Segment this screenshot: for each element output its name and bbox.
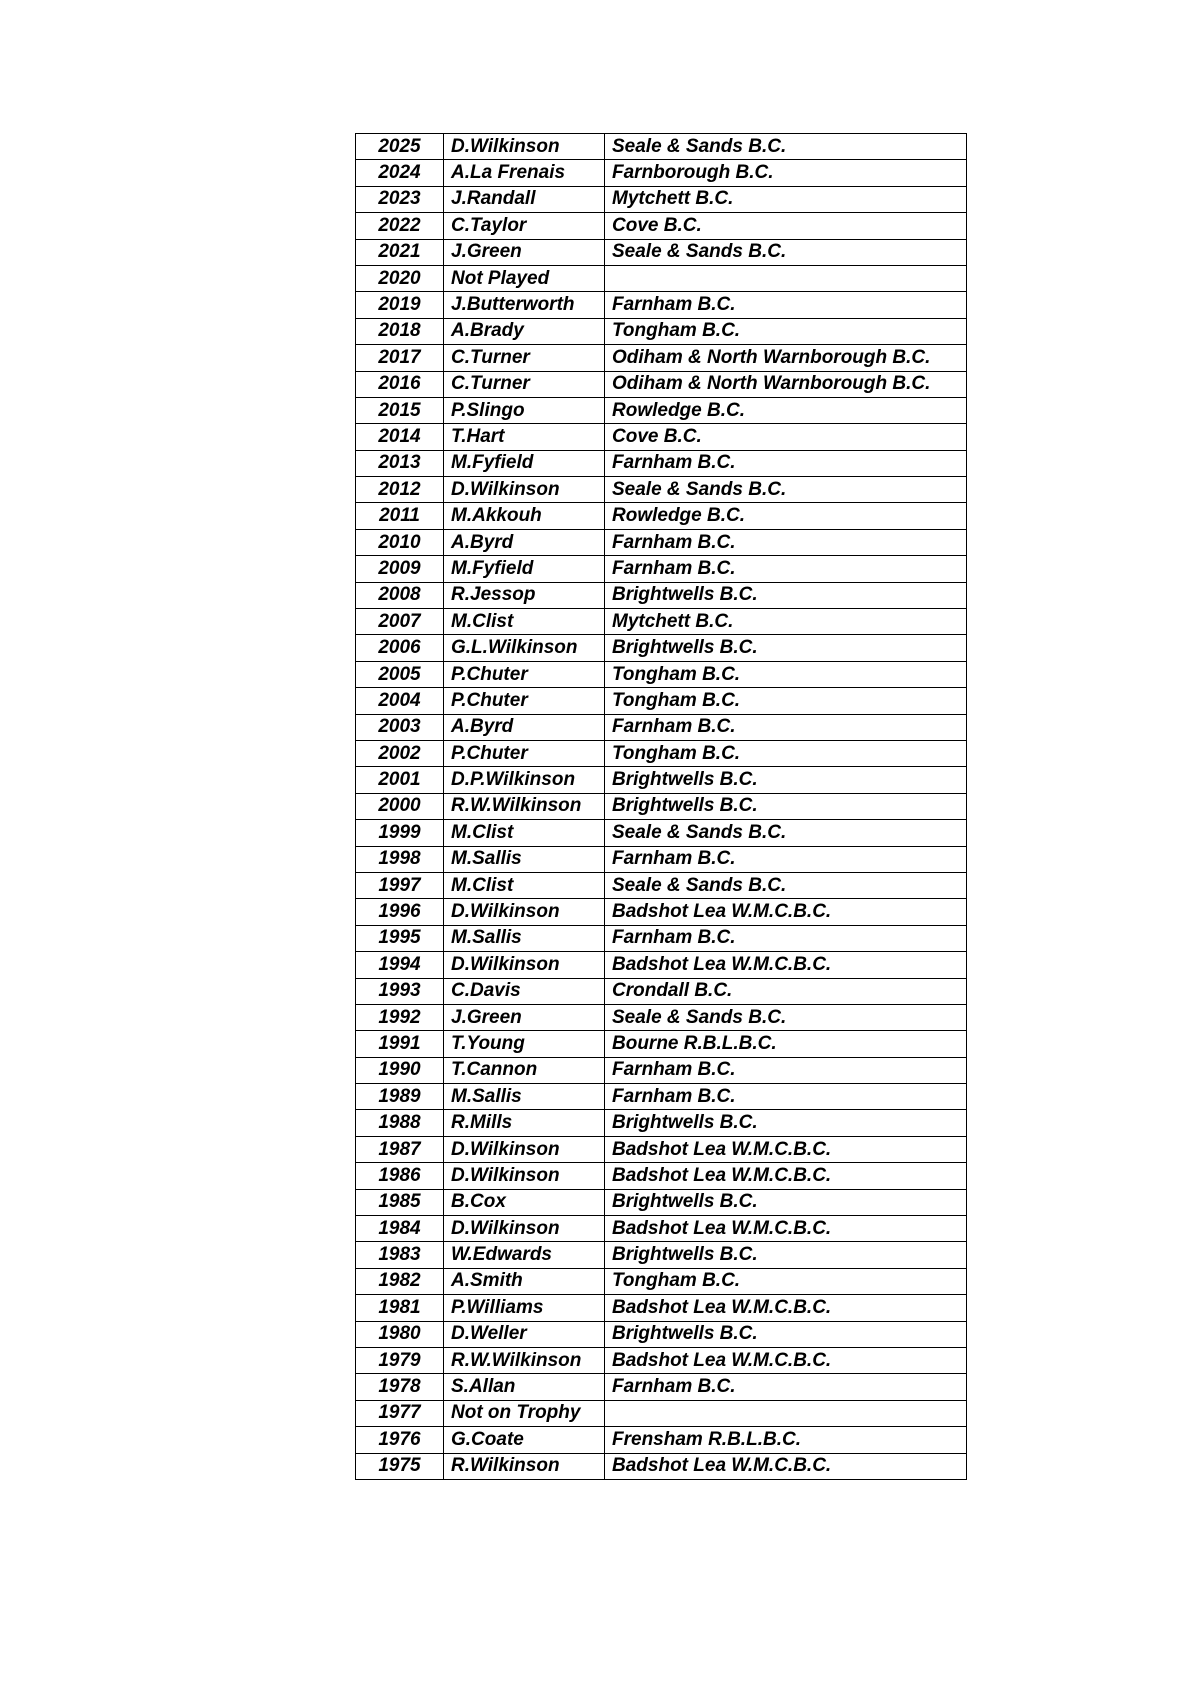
year-cell: 2025 (356, 134, 444, 160)
year-cell: 2020 (356, 265, 444, 291)
club-cell: Bourne R.B.L.B.C. (605, 1031, 967, 1057)
winner-name-cell: D.Wilkinson (444, 899, 605, 925)
club-cell: Cove B.C. (605, 213, 967, 239)
club-cell: Brightwells B.C. (605, 1189, 967, 1215)
winner-name-cell: P.Chuter (444, 661, 605, 687)
year-cell: 1998 (356, 846, 444, 872)
club-cell: Seale & Sands B.C. (605, 134, 967, 160)
year-cell: 1980 (356, 1321, 444, 1347)
table-row (356, 477, 967, 503)
winner-name-cell: T.Cannon (444, 1057, 605, 1083)
table-row (356, 1295, 967, 1321)
year-cell: 2006 (356, 635, 444, 661)
year-cell: 2024 (356, 160, 444, 186)
winner-name-cell: R.W.Wilkinson (444, 1347, 605, 1373)
table-row (356, 1216, 967, 1242)
winner-name-cell: J.Green (444, 239, 605, 265)
table-row (356, 397, 967, 423)
club-cell: Badshot Lea W.M.C.B.C. (605, 1295, 967, 1321)
table-row (356, 160, 967, 186)
year-cell: 2009 (356, 556, 444, 582)
table-row (356, 899, 967, 925)
club-cell: Badshot Lea W.M.C.B.C. (605, 1347, 967, 1373)
table-row (356, 1427, 967, 1453)
table-row (356, 952, 967, 978)
year-cell: 1981 (356, 1295, 444, 1321)
winner-name-cell: G.Coate (444, 1427, 605, 1453)
year-cell: 2011 (356, 503, 444, 529)
winner-name-cell: D.Wilkinson (444, 1216, 605, 1242)
winner-name-cell: M.Fyfield (444, 556, 605, 582)
table-row (356, 134, 967, 160)
year-cell: 2023 (356, 186, 444, 212)
club-cell: Tongham B.C. (605, 318, 967, 344)
year-cell: 1992 (356, 1004, 444, 1030)
year-cell: 1984 (356, 1216, 444, 1242)
club-cell: Farnham B.C. (605, 1084, 967, 1110)
table-row (356, 265, 967, 291)
winner-name-cell: G.L.Wilkinson (444, 635, 605, 661)
year-cell: 2010 (356, 529, 444, 555)
table-row (356, 1268, 967, 1294)
club-cell (605, 265, 967, 291)
year-cell: 2016 (356, 371, 444, 397)
table-row (356, 424, 967, 450)
year-cell: 2013 (356, 450, 444, 476)
club-cell: Farnham B.C. (605, 529, 967, 555)
winner-name-cell: M.Clist (444, 820, 605, 846)
winner-name-cell: M.Sallis (444, 925, 605, 951)
winner-name-cell: R.W.Wilkinson (444, 793, 605, 819)
winner-name-cell: P.Slingo (444, 397, 605, 423)
table-row (356, 925, 967, 951)
winner-name-cell: T.Hart (444, 424, 605, 450)
table-row (356, 292, 967, 318)
table-row (356, 1163, 967, 1189)
club-cell: Seale & Sands B.C. (605, 239, 967, 265)
club-cell: Brightwells B.C. (605, 582, 967, 608)
club-cell: Frensham R.B.L.B.C. (605, 1427, 967, 1453)
year-cell: 2003 (356, 714, 444, 740)
table-row (356, 1084, 967, 1110)
club-cell: Badshot Lea W.M.C.B.C. (605, 1163, 967, 1189)
winner-name-cell: A.Smith (444, 1268, 605, 1294)
club-cell: Seale & Sands B.C. (605, 820, 967, 846)
club-cell: Seale & Sands B.C. (605, 872, 967, 898)
year-cell: 1997 (356, 872, 444, 898)
club-cell: Farnham B.C. (605, 846, 967, 872)
year-cell: 2019 (356, 292, 444, 318)
winner-name-cell: D.Wilkinson (444, 477, 605, 503)
winner-name-cell: J.Randall (444, 186, 605, 212)
year-cell: 1993 (356, 978, 444, 1004)
table-row (356, 1400, 967, 1426)
table-row (356, 740, 967, 766)
club-cell: Farnham B.C. (605, 556, 967, 582)
table-row (356, 714, 967, 740)
table-row (356, 213, 967, 239)
year-cell: 1976 (356, 1427, 444, 1453)
winner-name-cell: P.Chuter (444, 740, 605, 766)
table-row (356, 793, 967, 819)
club-cell: Odiham & North Warnborough B.C. (605, 345, 967, 371)
year-cell: 1982 (356, 1268, 444, 1294)
winner-name-cell: M.Sallis (444, 1084, 605, 1110)
club-cell: Farnham B.C. (605, 714, 967, 740)
year-cell: 2017 (356, 345, 444, 371)
year-cell: 2000 (356, 793, 444, 819)
winner-name-cell: T.Young (444, 1031, 605, 1057)
table-row (356, 1031, 967, 1057)
winner-name-cell: M.Clist (444, 609, 605, 635)
club-cell: Cove B.C. (605, 424, 967, 450)
year-cell: 2007 (356, 609, 444, 635)
table-row (356, 1110, 967, 1136)
club-cell: Rowledge B.C. (605, 503, 967, 529)
table-row (356, 1242, 967, 1268)
year-cell: 1991 (356, 1031, 444, 1057)
club-cell: Farnborough B.C. (605, 160, 967, 186)
table-row (356, 1321, 967, 1347)
year-cell: 1986 (356, 1163, 444, 1189)
club-cell: Mytchett B.C. (605, 186, 967, 212)
table-row (356, 1057, 967, 1083)
year-cell: 2022 (356, 213, 444, 239)
year-cell: 2015 (356, 397, 444, 423)
club-cell (605, 1400, 967, 1426)
table-row (356, 1453, 967, 1479)
club-cell: Badshot Lea W.M.C.B.C. (605, 899, 967, 925)
table-row (356, 529, 967, 555)
year-cell: 1987 (356, 1136, 444, 1162)
table-row (356, 635, 967, 661)
winner-name-cell: C.Taylor (444, 213, 605, 239)
winner-name-cell: D.Wilkinson (444, 1136, 605, 1162)
winner-name-cell: R.Wilkinson (444, 1453, 605, 1479)
club-cell: Badshot Lea W.M.C.B.C. (605, 1453, 967, 1479)
winner-name-cell: D.Wilkinson (444, 134, 605, 160)
winner-name-cell: C.Turner (444, 371, 605, 397)
table-row (356, 609, 967, 635)
winner-name-cell: A.Byrd (444, 714, 605, 740)
club-cell: Crondall B.C. (605, 978, 967, 1004)
club-cell: Brightwells B.C. (605, 793, 967, 819)
year-cell: 1977 (356, 1400, 444, 1426)
table-row (356, 318, 967, 344)
winner-name-cell: P.Chuter (444, 688, 605, 714)
table-row (356, 582, 967, 608)
year-cell: 2002 (356, 740, 444, 766)
winner-name-cell: S.Allan (444, 1374, 605, 1400)
winner-name-cell: D.P.Wilkinson (444, 767, 605, 793)
table-row (356, 872, 967, 898)
year-cell: 1995 (356, 925, 444, 951)
winner-name-cell: M.Fyfield (444, 450, 605, 476)
club-cell: Brightwells B.C. (605, 635, 967, 661)
winner-name-cell: C.Turner (444, 345, 605, 371)
winner-name-cell: M.Akkouh (444, 503, 605, 529)
year-cell: 1978 (356, 1374, 444, 1400)
club-cell: Mytchett B.C. (605, 609, 967, 635)
year-cell: 2018 (356, 318, 444, 344)
year-cell: 1999 (356, 820, 444, 846)
club-cell: Farnham B.C. (605, 292, 967, 318)
year-cell: 1990 (356, 1057, 444, 1083)
table-row (356, 661, 967, 687)
table-row (356, 1004, 967, 1030)
winner-name-cell: R.Jessop (444, 582, 605, 608)
year-cell: 1989 (356, 1084, 444, 1110)
club-cell: Badshot Lea W.M.C.B.C. (605, 952, 967, 978)
year-cell: 1979 (356, 1347, 444, 1373)
club-cell: Brightwells B.C. (605, 1321, 967, 1347)
table-row (356, 1347, 967, 1373)
table-row (356, 345, 967, 371)
table-row (356, 371, 967, 397)
year-cell: 1988 (356, 1110, 444, 1136)
winner-name-cell: D.Weller (444, 1321, 605, 1347)
club-cell: Odiham & North Warnborough B.C. (605, 371, 967, 397)
club-cell: Tongham B.C. (605, 740, 967, 766)
year-cell: 2005 (356, 661, 444, 687)
winner-name-cell: D.Wilkinson (444, 952, 605, 978)
year-cell: 1985 (356, 1189, 444, 1215)
year-cell: 1996 (356, 899, 444, 925)
table-row (356, 767, 967, 793)
table-row (356, 450, 967, 476)
year-cell: 2001 (356, 767, 444, 793)
year-cell: 2021 (356, 239, 444, 265)
winner-name-cell: A.Brady (444, 318, 605, 344)
club-cell: Farnham B.C. (605, 1374, 967, 1400)
year-cell: 2008 (356, 582, 444, 608)
year-cell: 1975 (356, 1453, 444, 1479)
club-cell: Brightwells B.C. (605, 767, 967, 793)
club-cell: Seale & Sands B.C. (605, 477, 967, 503)
club-cell: Brightwells B.C. (605, 1110, 967, 1136)
winner-name-cell: Not Played (444, 265, 605, 291)
winner-name-cell: P.Williams (444, 1295, 605, 1321)
winner-name-cell: A.Byrd (444, 529, 605, 555)
year-cell: 1994 (356, 952, 444, 978)
club-cell: Farnham B.C. (605, 1057, 967, 1083)
winner-name-cell: C.Davis (444, 978, 605, 1004)
winner-name-cell: W.Edwards (444, 1242, 605, 1268)
winners-table (355, 133, 967, 1480)
year-cell: 2004 (356, 688, 444, 714)
club-cell: Badshot Lea W.M.C.B.C. (605, 1216, 967, 1242)
club-cell: Badshot Lea W.M.C.B.C. (605, 1136, 967, 1162)
table-row (356, 820, 967, 846)
winner-name-cell: A.La Frenais (444, 160, 605, 186)
club-cell: Tongham B.C. (605, 688, 967, 714)
table-row (356, 1189, 967, 1215)
table-row (356, 1374, 967, 1400)
winner-name-cell: D.Wilkinson (444, 1163, 605, 1189)
club-cell: Farnham B.C. (605, 450, 967, 476)
year-cell: 2012 (356, 477, 444, 503)
winner-name-cell: M.Sallis (444, 846, 605, 872)
table-row (356, 1136, 967, 1162)
table-row (356, 556, 967, 582)
club-cell: Tongham B.C. (605, 1268, 967, 1294)
winner-name-cell: Not on Trophy (444, 1400, 605, 1426)
year-cell: 1983 (356, 1242, 444, 1268)
club-cell: Tongham B.C. (605, 661, 967, 687)
table-row (356, 186, 967, 212)
year-cell: 2014 (356, 424, 444, 450)
winner-name-cell: J.Green (444, 1004, 605, 1030)
club-cell: Farnham B.C. (605, 925, 967, 951)
winner-name-cell: J.Butterworth (444, 292, 605, 318)
table-row (356, 239, 967, 265)
table-row (356, 688, 967, 714)
winner-name-cell: M.Clist (444, 872, 605, 898)
winner-name-cell: R.Mills (444, 1110, 605, 1136)
club-cell: Seale & Sands B.C. (605, 1004, 967, 1030)
table-row (356, 978, 967, 1004)
winners-table-body (356, 134, 967, 1480)
table-row (356, 846, 967, 872)
winner-name-cell: B.Cox (444, 1189, 605, 1215)
club-cell: Rowledge B.C. (605, 397, 967, 423)
club-cell: Brightwells B.C. (605, 1242, 967, 1268)
table-row (356, 503, 967, 529)
